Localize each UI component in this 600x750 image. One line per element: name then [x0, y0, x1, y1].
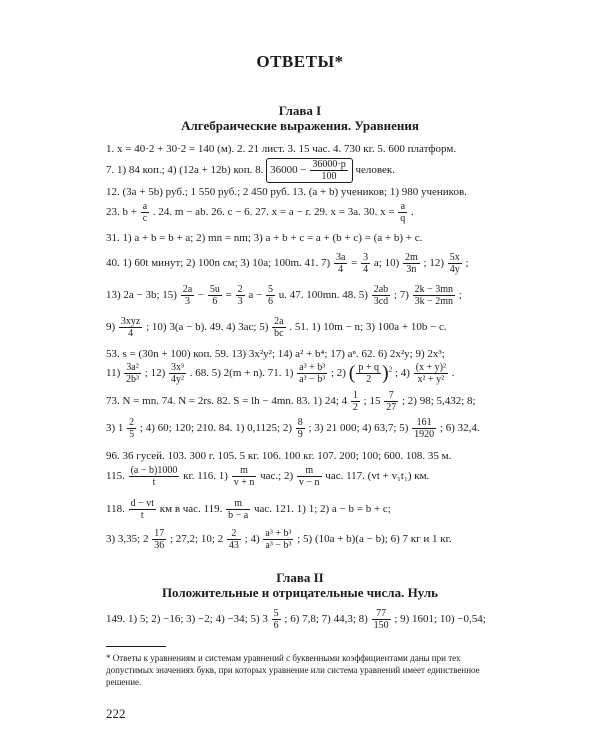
answer-line-3: 12. (3a + 5b) руб.; 1 550 руб.; 2 450 руб. 13. (a + b) учеников; 1) 980 учеников.: [106, 186, 467, 198]
answer-line-9: 53. s = (30n + 100) коп. 59. 13) 3x²y²; 14) a² + b⁴; 17) aⁿ. 62. 6) 2x²y; 9) 2x³;: [106, 348, 445, 360]
answer-line-17: 149. 1) 5; 2) −16; 3) −2; 4) −34; 5) 3 $\frac{5}{6}$ ; 6) 7,8; 7) 44,3; 8) $\frac{77}{150}$ ; 9) 1601; 10) −0,54;: [106, 608, 486, 631]
footnote: * Ответы к уравнениям и системам уравнений с буквенными коэффициентами даны при тех допустимых значениях букв, при которых уравнение или система уравнений имеет единственное решение.: [106, 653, 480, 687]
answer-line-7: 13) 2a − 3b; 15) $\frac{2a}{3}$ − $\frac{5u}{6}$ = $\frac{2}{3}$ a − $\frac{5}{6}$ u. 47. 100mn. 48. 5) $\frac{2ab}{3cd}$ ; 7) $\frac{2k - 3mn}{3k - 2mn}$ ;: [106, 284, 462, 307]
boxed-expression: 36000 − $\frac{36000\cdot p}{100}$: [266, 158, 353, 183]
answer-line-6: 40. 1) 60t минут; 2) 100n см; 3) 10a; 100m. 41. 7) $\frac{3a}{4}$ = $\frac{3}{4}$ a; 10) $\frac{2m}{3n}$ ; 12) $\frac{5x}{4y}$ ;: [106, 252, 469, 275]
answer-line-1: 1. x = 40·2 + 30·2 = 140 (м). 2. 21 лист. 3. 15 час. 4. 730 кг. 5. 600 платформ.: [106, 143, 457, 155]
chapter-1-title: Алгебраические выражения. Уравнения: [181, 118, 419, 133]
chapter-1-number: Глава I: [278, 103, 322, 118]
answer-line-16: 3) 3,35; 2 $\frac{17}{36}$ ; 27,2; 10; 2 $\frac{2}{43}$ ; 4) $\frac{\text{a³ + b³}}{\text{a³ − b³}}$ ; 5) (10a + b)(a − b); 6) 7 кг и 1 кг.: [106, 528, 452, 551]
chapter-2-number: Глава II: [276, 570, 324, 585]
answer-line-13: 96. 36 гусей. 103. 300 г. 105. 5 кг. 106. 100 кг. 107. 200; 100; 600. 108. 35 м.: [106, 450, 452, 462]
answer-line-12: 3) 1 $\frac{2}{5}$ ; 4) 60; 120; 210. 84. 1) 0,1125; 2) $\frac{8}{9}$ ; 3) 21 000; 4) 63,7; 5) $\frac{161}{1920}$ ; 6) 32,4.: [106, 417, 480, 440]
answer-line-11: 73. N = mn. 74. N = 2rs. 82. S = lh − 4mn. 83. 1) 24; 4 $\frac{1}{2}$ ; 15 $\frac{7}{27}$ ; 2) 98; 5,432; 8;: [106, 390, 476, 413]
chapter-1-heading: [0, 103, 600, 133]
footnote-divider: [106, 646, 166, 647]
chapter-2-title: Положительные и отрицательные числа. Нуль: [161, 585, 439, 600]
chapter-2-heading: [0, 570, 600, 600]
answer-line-5: 31. 1) a + b = b + a; 2) mn = nm; 3) a + b + c = a + (b + c) = (a + b) + c.: [106, 232, 423, 244]
answer-line-15: 118. $\frac{d - vt}{t}$ км в час. 119. $\frac{m}{b - a}$ час. 121. 1) 1; 2) a − b = b + c;: [106, 498, 391, 521]
page-title: ОТВЕТЫ*: [256, 52, 344, 71]
answer-line-2: 7. 1) 84 коп.; 4) (12a + 12b) коп. 8. 36000 − $\frac{36000\cdot p}{100}$ человек.: [106, 159, 395, 182]
page-number: 222: [106, 706, 126, 721]
answer-line-8: 9) $\frac{\text{3xyz}}{4}$ ; 10) 3(a − b). 49. 4) 3ac; 5) $\frac{2a}{bc}$ . 51. 1) 10m − n; 3) 100a + 10b − c.: [106, 316, 447, 339]
answer-line-4: 23. b + $\frac{a}{c}$ . 24. m − ab. 26. c − 6. 27. x = a − r. 29. x = 3a. 30. x = $\frac{a}{q}$ .: [106, 201, 414, 224]
answer-line-14: 115. $\frac{(a - b)1000}{t}$ кг. 116. 1) $\frac{m}{v + n}$ час.; 2) $\frac{m}{v - n}$ час. 117. (vt + v₁t₁) км.: [106, 465, 430, 488]
answer-line-10: 11) $\frac{\text{3a²}}{\text{2b³}}$ ; 12) $\frac{\text{3x³}}{\text{4y²}}$ . 68. 5) 2(m + n). 71. 1) $\frac{\text{a³ + b³}}{\text{a³ − b³}}$ ; 2) ( $\frac{p + q}{2}$ )$^2$ ; 4) $\frac{\text{(x + y)²}}{\text{x² + y²}}$ .: [106, 362, 455, 385]
